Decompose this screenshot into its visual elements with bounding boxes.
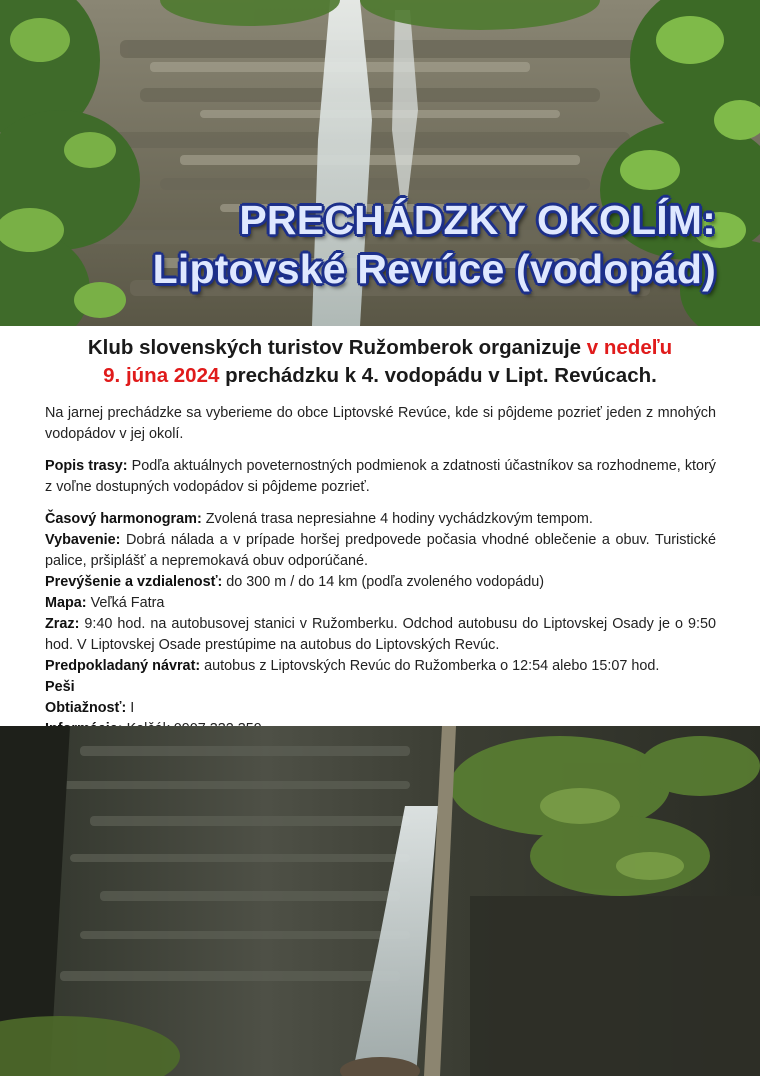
bottom-photo [0, 726, 760, 1076]
meeting-row [45, 614, 716, 656]
elevation-text: do 300 m / do 14 km (podľa zvoleného vodopádu) [222, 574, 545, 590]
equipment-label: Vybavenie: [45, 532, 121, 548]
difficulty-row [45, 698, 716, 719]
hero-photo [0, 0, 760, 326]
route-text: Podľa aktuálnych poveternostných podmienok a zdatnosti účastníkov sa rozhodneme, ktorý z voľne dostupných vodopádov si pôjdeme pozrieť. [45, 458, 717, 495]
schedule-label: Časový harmonogram: [45, 511, 202, 527]
intro-paragraph: Na jarnej prechádzke sa vyberieme do obce Liptovské Revúce, kde si pôjdeme pozrieť jeden z mnohých vodopádov v jej okolí. [45, 405, 716, 442]
event-details [45, 403, 716, 740]
intro-text-1: Klub slovenských turistov Ružomberok organizuje [87, 336, 587, 359]
content-area [0, 326, 760, 726]
equipment-text: Dobrá nálada a v prípade horšej predpovede počasia vhodné oblečenie a obuv. Turistické palice, pršiplášť a nepremokavá obuv odporúčané. [45, 532, 716, 569]
meeting-text: 9:40 hod. na autobusovej stanici v Ružomberku. Odchod autobusu do Liptovskej Osady je o 9:50 hod. V Liptovskej Osade prestúpime na autobus do Liptovských Revúc. [45, 616, 716, 653]
schedule-row [45, 509, 716, 530]
map-label: Mapa: [45, 595, 87, 611]
map-text: Veľká Fatra [86, 595, 165, 611]
intro-heading [30, 334, 730, 390]
equipment-row [45, 530, 716, 572]
intro-text-2: prechádzku k 4. vodopádu v Lipt. Revúcach. [219, 364, 657, 387]
page-title [16, 196, 716, 294]
meeting-label: Zraz: [45, 616, 80, 632]
event-date: 9. júna 2024 [103, 364, 220, 387]
return-label: Predpokladaný návrat: [45, 658, 201, 674]
title-line-1: PRECHÁDZKY OKOLÍM: [239, 197, 716, 243]
waterfall-gorge-photo [0, 726, 760, 1076]
difficulty-label: Obtiažnosť: [45, 700, 127, 716]
elevation-label: Prevýšenie a vzdialenosť: [45, 574, 223, 590]
elevation-row [45, 572, 716, 593]
walk-label: Peši [45, 679, 75, 695]
return-row [45, 656, 716, 677]
schedule-text: Zvolená trasa nepresiahne 4 hodiny vychádzkovým tempom. [201, 511, 593, 527]
map-row [45, 593, 716, 614]
route-label: Popis trasy: [45, 458, 128, 474]
return-text: autobus z Liptovských Revúc do Ružomberka o 12:54 alebo 15:07 hod. [200, 658, 660, 674]
title-line-2: Liptovské Revúce (vodopád) [152, 246, 716, 292]
route-description [45, 456, 716, 498]
event-day: v nedeľu [586, 336, 673, 359]
walk-row [45, 677, 716, 698]
difficulty-text: I [126, 700, 135, 716]
